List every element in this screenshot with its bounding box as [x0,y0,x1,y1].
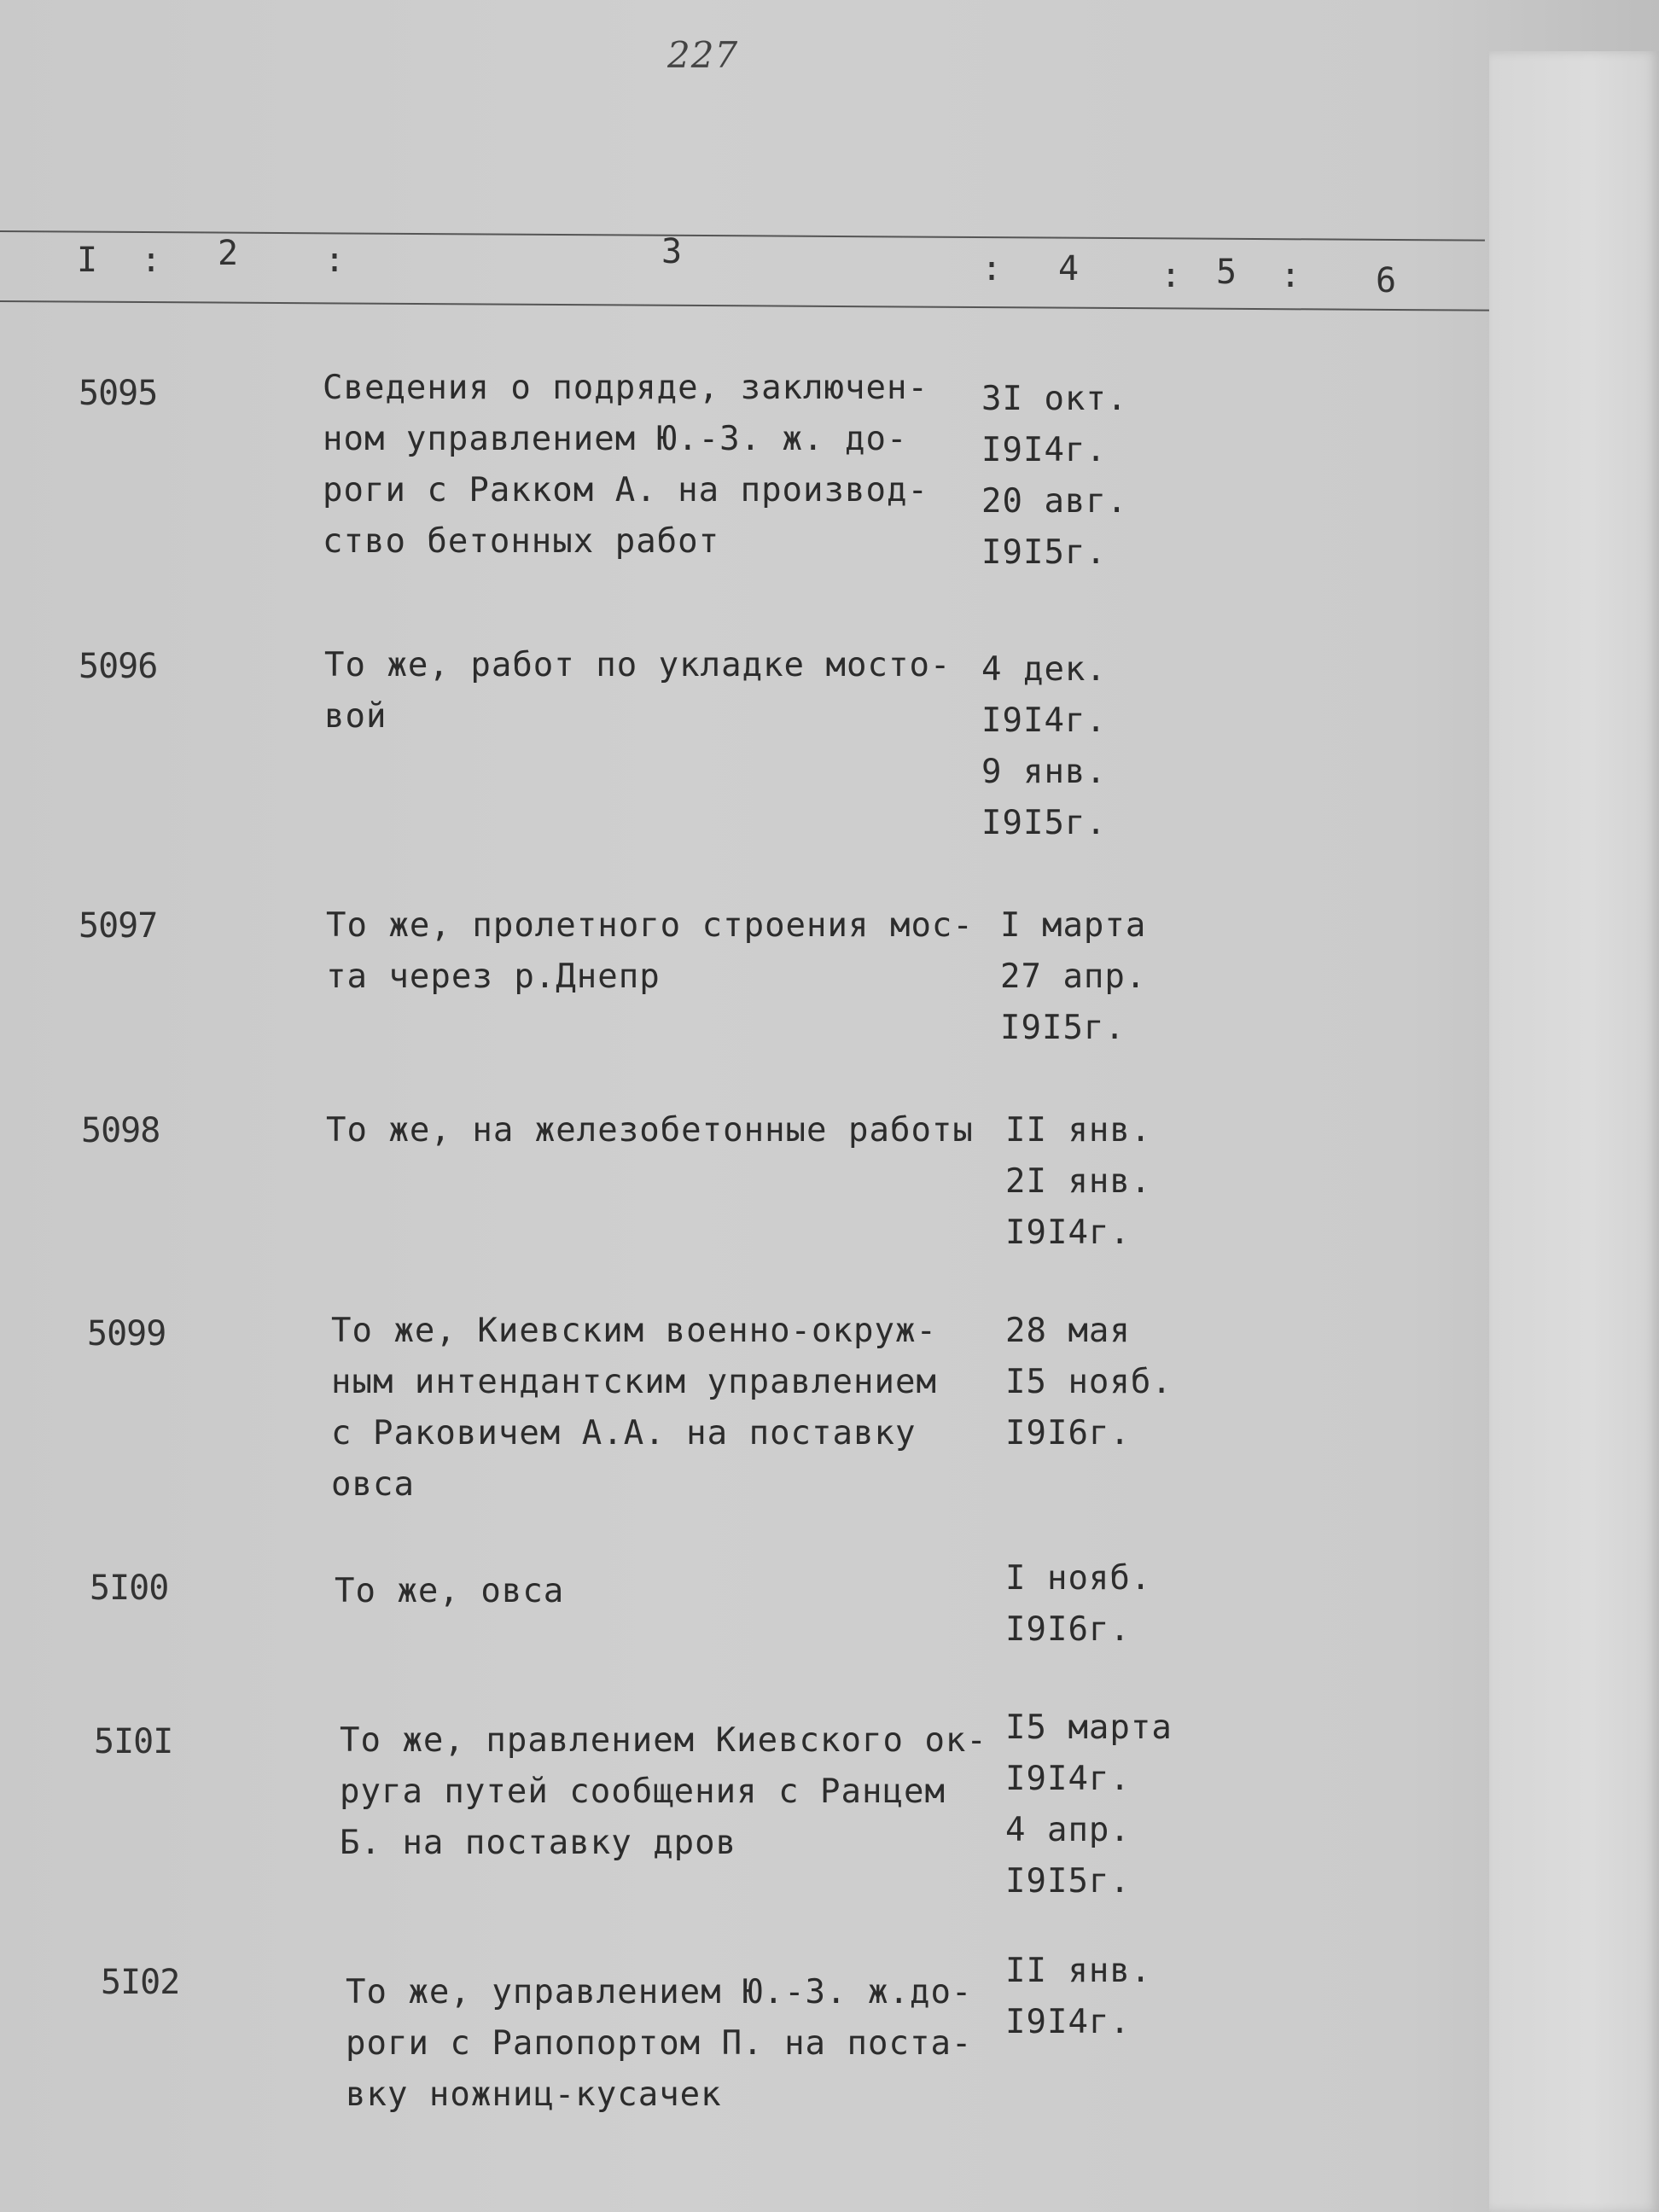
description-line: вку ножниц-кусачек [346,2075,722,2114]
entry-number: 5097 [79,906,158,946]
column-separator: : [981,249,1003,288]
description-line: роги с Рапопортом П. на поста- [346,2024,973,2063]
description-line: руга путей сообщения с Ранцем [340,1773,946,1811]
entry-dates [981,374,1127,579]
date-line: II янв. [1005,1111,1152,1150]
description-line: овса [331,1465,415,1504]
entry-description [323,363,971,568]
date-line: I9I4г. [1005,2003,1131,2041]
column-separator: : [141,241,162,280]
date-line: 4 апр. [1005,1811,1131,1849]
entry-description [340,1715,988,1869]
date-line: 2I янв. [1005,1162,1152,1201]
entry-description [326,1105,975,1156]
entry-dates [981,644,1107,849]
description-line: вой [324,697,387,736]
description-line: ство бетонных работ [323,522,720,561]
description-line: То же, на железобетонные работы [326,1111,974,1150]
description-line: с Раковичем А.А. на поставку [331,1414,917,1452]
date-line: I марта [1000,906,1147,945]
description-line: То же, пролетного строения мос- [326,906,974,945]
column-separator: : [1280,256,1301,295]
description-line: ным интендантским управлением [331,1363,937,1401]
description-line: роги с Ракком А. на производ- [323,471,928,509]
column-header-1: I [77,241,98,280]
entry-description [346,1967,994,2121]
description-line: Сведения о подряде, заключен- [323,369,928,407]
date-line: 4 дек. [981,650,1107,689]
date-line: I9I6г. [1005,1414,1131,1452]
entry-number: 5099 [87,1314,166,1353]
date-line: I9I6г. [1005,1610,1131,1649]
date-line: 9 янв. [981,753,1107,791]
date-line: II янв. [1005,1952,1152,1990]
column-separator: : [1161,256,1182,295]
entry-description [326,900,975,1003]
date-line: I9I4г. [981,701,1107,740]
date-line: I5 марта [1005,1708,1173,1747]
date-line: I9I5г. [1000,1009,1126,1047]
description-line: Б. на поставку дров [340,1824,737,1862]
description-line: То же, правлением Киевского ок- [340,1721,987,1760]
entry-number: 5098 [81,1111,160,1150]
page-number: 227 [667,34,739,76]
column-separator: : [324,241,346,280]
date-line: 3I окт. [981,380,1128,418]
entry-dates [1005,1306,1173,1459]
entry-dates [1005,1703,1173,1907]
date-line: I9I5г. [981,533,1107,572]
entry-number: 5I02 [101,1963,180,2002]
entry-number: 5095 [79,374,158,413]
entry-description [335,1566,983,1617]
sheet-edge [1489,51,1659,2212]
entry-dates [1005,1946,1151,2048]
entry-description [331,1306,980,1511]
column-header-3: 3 [661,232,683,271]
description-line: То же, Киевским военно-окруж- [331,1312,937,1350]
description-line: То же, работ по укладке мосто- [324,646,952,684]
entry-number: 5096 [79,647,158,686]
date-line: I9I5г. [981,804,1107,842]
entry-description [324,640,973,742]
date-line: I9I5г. [1005,1862,1131,1901]
date-line: I нояб. [1005,1559,1152,1598]
header-rule-bottom [0,300,1489,311]
entry-dates [1005,1553,1151,1656]
column-header-6: 6 [1376,261,1397,300]
date-line: 20 авг. [981,482,1128,521]
date-line: I5 нояб. [1005,1363,1173,1401]
column-header-5: 5 [1216,253,1237,292]
description-line: ном управлением Ю.-З. ж. до- [323,420,908,458]
date-line: I9I4г. [1005,1760,1131,1798]
description-line: та через р.Днепр [326,958,661,996]
column-header-4: 4 [1058,249,1080,288]
entry-dates [1000,900,1146,1054]
entry-number: 5I00 [90,1569,169,1608]
date-line: 28 мая [1005,1312,1131,1350]
entry-number: 5I0I [94,1722,173,1761]
date-line: I9I4г. [1005,1214,1131,1252]
description-line: То же, управлением Ю.-З. ж.до- [346,1973,973,2011]
column-header-2: 2 [218,234,239,273]
date-line: I9I4г. [981,431,1107,469]
entry-dates [1005,1105,1151,1259]
description-line: То же, овса [335,1572,565,1610]
date-line: 27 апр. [1000,958,1147,996]
